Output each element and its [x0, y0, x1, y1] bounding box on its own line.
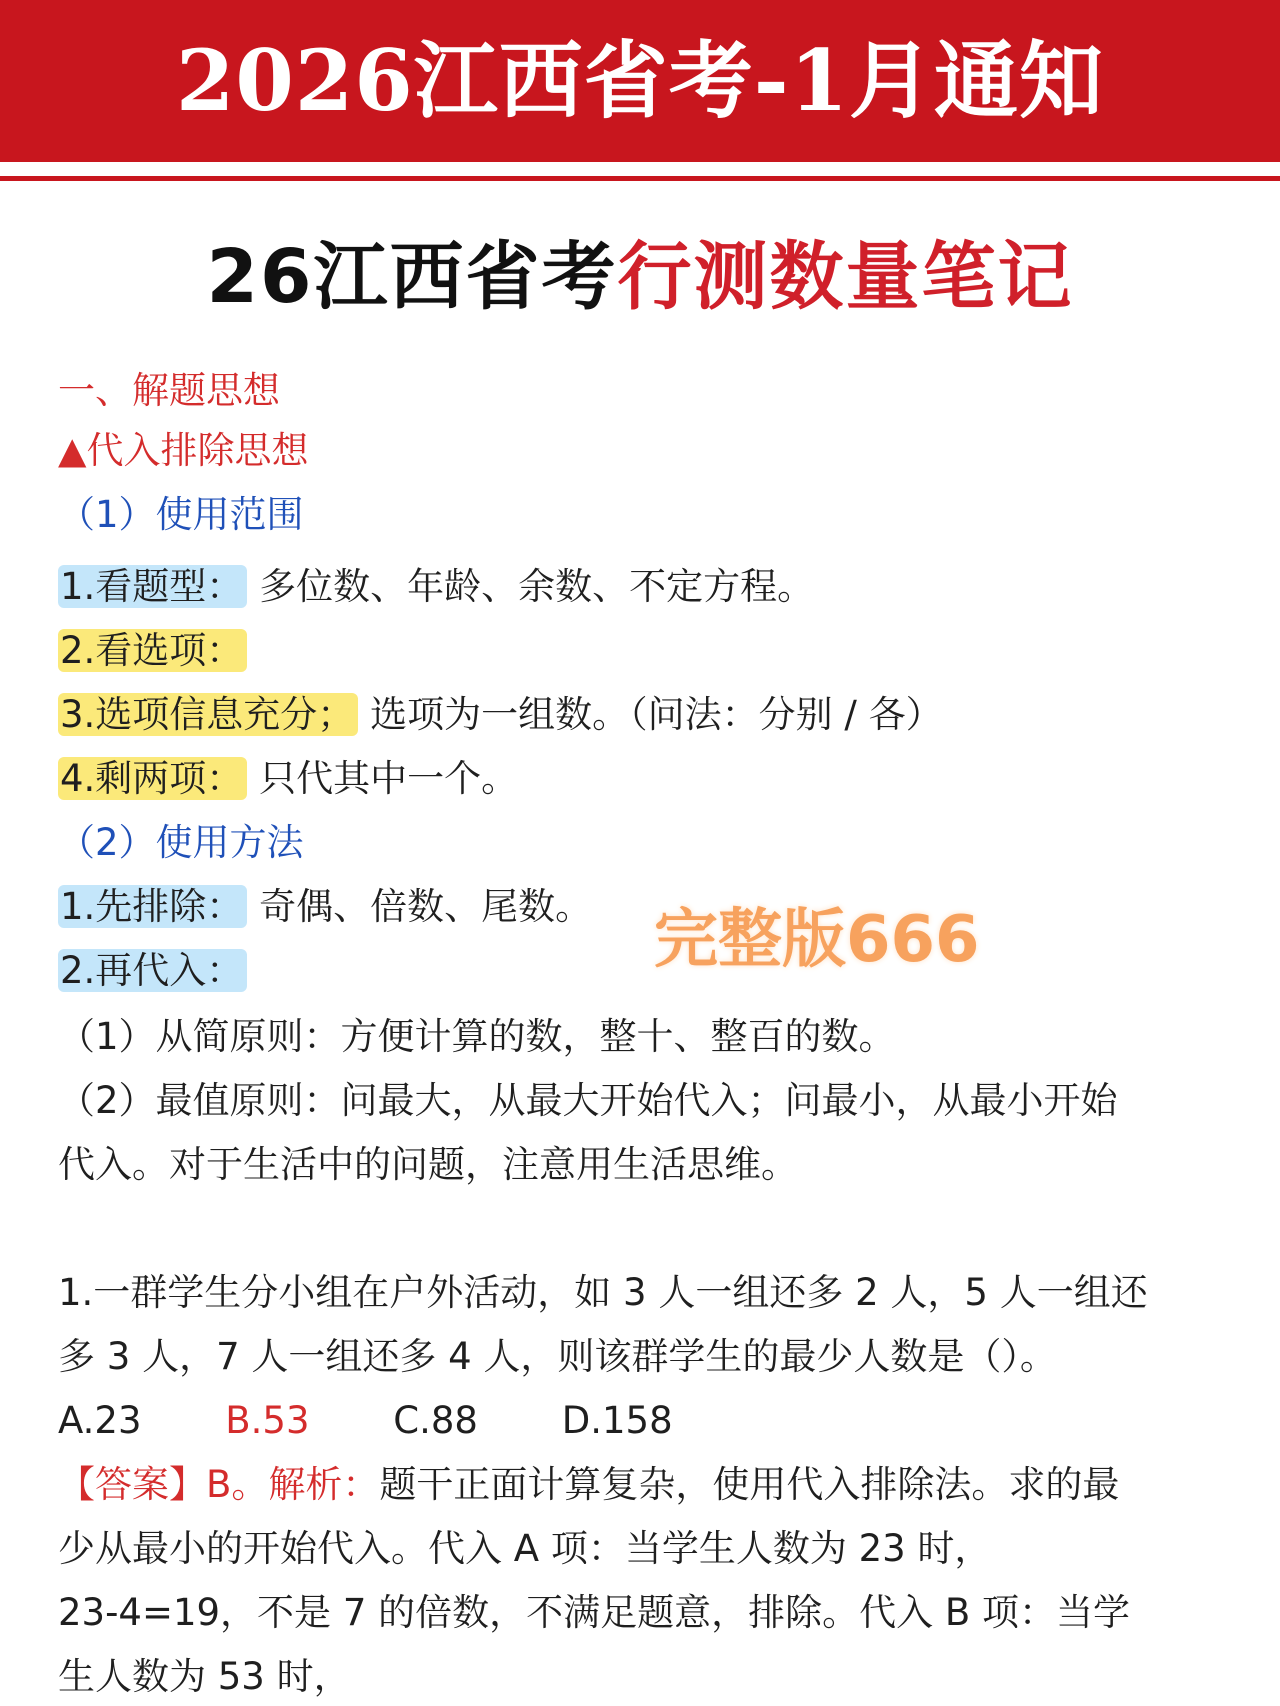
- header-banner: [0, 0, 1280, 162]
- item-label: 4.剩两项：: [58, 757, 247, 800]
- item-text: 只代其中一个。: [259, 757, 519, 800]
- principle-line: 代入。对于生活中的问题，注意用生活思维。: [58, 1143, 798, 1186]
- item-label: 2.再代入：: [58, 949, 247, 992]
- option-c: C.88: [393, 1399, 478, 1442]
- list-item: [58, 882, 592, 932]
- banner-title: 2026江西省考-1月通知: [175, 31, 1105, 130]
- option-b: B.53: [225, 1399, 310, 1442]
- question-options: [58, 1396, 673, 1446]
- question-stem-line: 1.一群学生分小组在户外活动，如 3 人一组还多 2 人，5 人一组还: [58, 1271, 1148, 1314]
- item-text: 选项为一组数。（问法：分别 / 各）: [370, 693, 943, 736]
- answer-line: [58, 1460, 1119, 1510]
- item-label: 2.看选项：: [58, 629, 247, 672]
- question-stem-line: 多 3 人，7 人一组还多 4 人，则该群学生的最少人数是（）。: [58, 1335, 1057, 1378]
- banner-divider: [0, 176, 1280, 181]
- item-label: 3.选项信息充分；: [58, 693, 358, 736]
- item-label: 1.先排除：: [58, 885, 247, 928]
- list-item: [58, 754, 518, 804]
- document-title-part2: 行测数量笔记: [617, 234, 1074, 320]
- option-d: D.158: [561, 1399, 673, 1442]
- item-label: 1.看题型：: [58, 565, 247, 608]
- part1-title: （1）使用范围: [58, 493, 304, 536]
- item-text: 奇偶、倍数、尾数。: [259, 885, 593, 928]
- document-title: [0, 232, 1280, 322]
- section-subheading: ▲代入排除思想: [58, 429, 309, 472]
- document-title-part1: 26江西省考: [206, 234, 618, 320]
- analysis-text: 题干正面计算复杂，使用代入排除法。求的最: [379, 1463, 1120, 1506]
- list-item: [58, 562, 814, 612]
- list-item: [58, 946, 247, 996]
- principle-line: （2）最值原则：问最大，从最大开始代入；问最小，从最小开始: [58, 1079, 1118, 1122]
- analysis-line: 少从最小的开始代入。代入 A 项：当学生人数为 23 时，: [58, 1527, 992, 1570]
- principle-line: （1）从简原则：方便计算的数，整十、整百的数。: [58, 1015, 896, 1058]
- answer-label: 【答案】B。解析：: [58, 1463, 380, 1506]
- analysis-line: 23-4=19，不是 7 的倍数，不满足题意，排除。代入 B 项：当学: [58, 1591, 1131, 1634]
- list-item: [58, 626, 247, 676]
- watermark-text: 完整版666: [654, 903, 980, 977]
- list-item: [58, 690, 943, 740]
- part2-title: （2）使用方法: [58, 821, 304, 864]
- item-text: 多位数、年龄、余数、不定方程。: [259, 565, 815, 608]
- analysis-line: 生人数为 53 时，: [58, 1655, 351, 1698]
- section-heading: 一、解题思想: [58, 369, 280, 412]
- option-a: A.23: [58, 1399, 142, 1442]
